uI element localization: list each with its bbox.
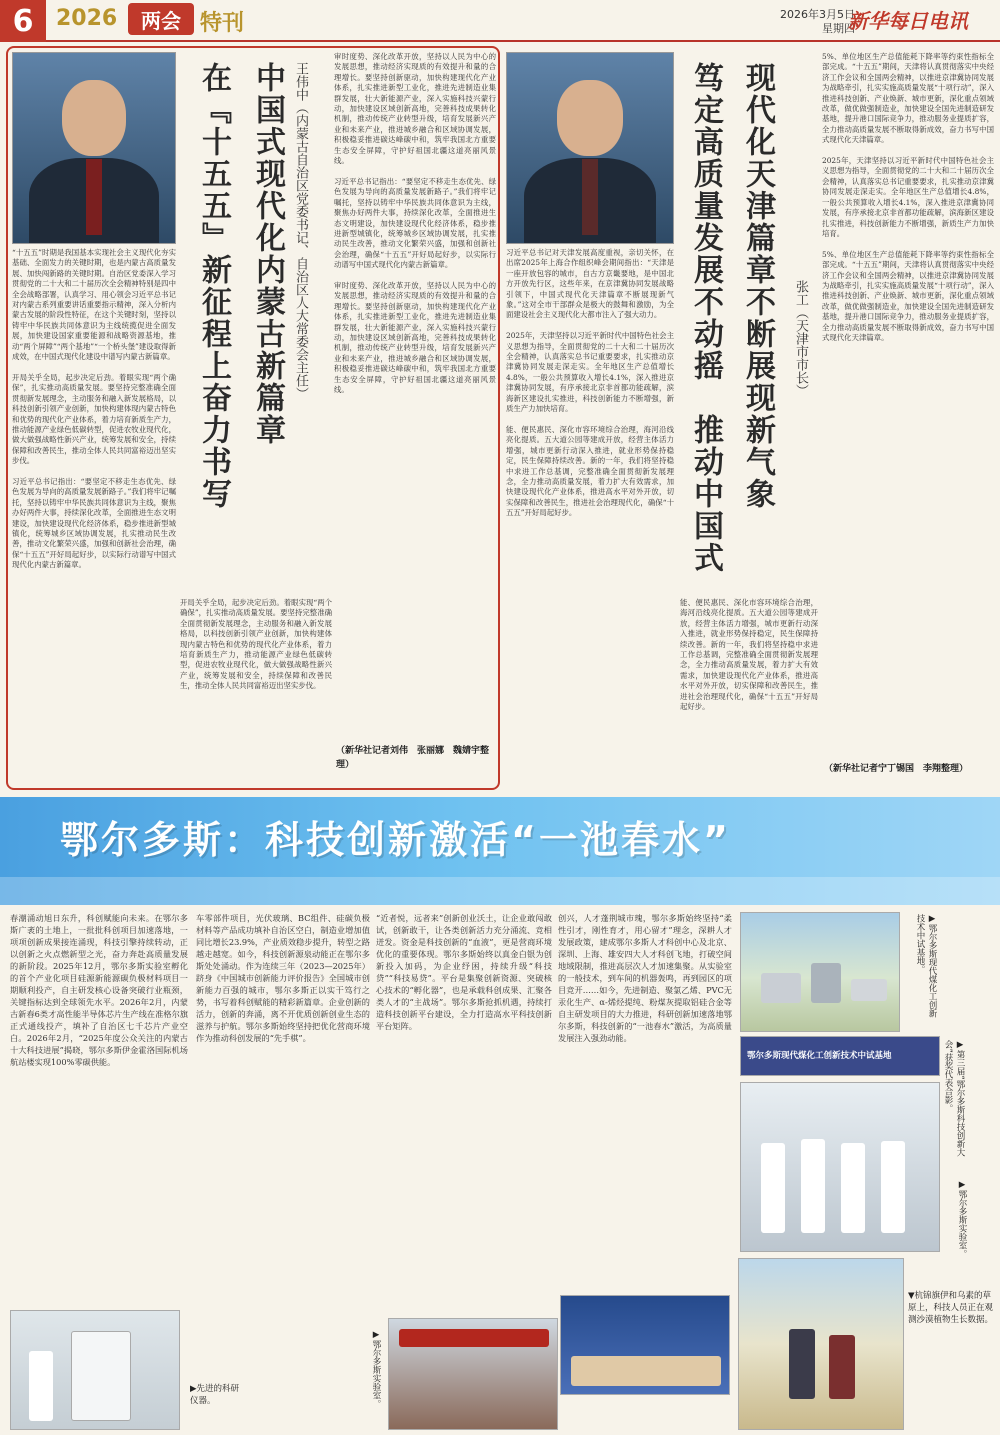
photo-lab-building	[388, 1318, 558, 1430]
ordos-col-4: 创兴，人才蓬荆城市瑰，鄂尔多斯始终坚持“柔性引才，刚性育才，用心留才”理念，深耕人才发展政策，建成鄂尔多斯人才科创中心及北京、深圳、上海、雄安四大人才科创飞地，打破空间地域限制，推进高层次人才加速集聚。从实验室的一般技术，到车间的机器轰鸣，再到园区的项目竞开……如今，先进制造、聚氯乙烯、PVC无汞化生产、α-烯烃提纯、粉煤灰提取铝硅合金等自主研发项目的大力推进，科研创新加速落地鄂尔多斯，科技创新的“一池春水”激活，为高质量发展注入强劲动能。	[558, 913, 732, 1043]
portrait-photo-left	[12, 52, 176, 244]
right-col-1: 习近平总书记对天津发展高度重视，亲切关怀，在出席2025年上海合作组织峰会期间指出：“天津是一座开放包容的城市，自古方京畿要地，是中国北方开放先行区，这些年来，在京津冀协同发展战略引领下，中国式现代化天津篇章不断展现新气象。”这对全市干部群众是极大的鼓舞和激励，为全面建设社会主义现代化大都市注入了强大动力。 2025年，天津坚持以习近平新时代中国特色社会主义思想为指导，全面贯彻党的二十大和二十届历次全会精神，认真落实总书记重要要求，扎实推动京津冀协同发展走深走实。全年地区生产总值增长4.8%，一般公共预算收入增长4.1%，深入推进京津冀协同发展，有序承接北京非首都功能疏解，滨海新区建设扎实推进，科技创新能力不断增强，新质生产力加快培育。 能、便民惠民、深化市容环境综合治理，海河沿线亮化提质。五大道公园等建成开放，经营主体活力增强，城市更新行动深入推进，就业形势保持稳定，民生保障持续改善。新的一年，我们将坚持稳中求进工作总基调，完整准确全面贯彻新发展理念，全力推动高质量发展，着力扩大有效需求，加快建设现代化产业体系，推进高水平对外开放，切实保障和改善民生，推进社会治理现代化，确保“十五五”开好局起好步。	[506, 248, 674, 518]
caption-instrument: ▶先进的科研仪器。	[190, 1384, 240, 1406]
lianghui-logo: 两会	[128, 3, 194, 35]
caption-desert: ▼杭锦旗伊和乌素的草原上，科技人员正在观测沙漠植物生长数据。	[908, 1291, 994, 1325]
brand-logo: 新华每日电讯	[848, 9, 968, 33]
left-col-3: 审时度势、深化改革开放，坚持以人民为中心的发展思想，推动经济实现质的有效提升和量的合理增长。要坚持创新驱动，加快构建现代化产业体系，扎实推进新型工业化，推进先进制造业集群发展，壮大新能源产业，深入实施科技兴蒙行动，加快建设区域创新高地，完善科技成果转化机制，推动传统产业转型升级，培育发展新兴产业和未来产业，推进城乡融合和区域协调发展，积极稳妥推进碳达峰碳中和，筑牢我国北方重要生态安全屏障，守护好祖国北疆这道亮丽风景线。 习近平总书记指出：“要坚定不移走生态优先、绿色发展为导向的高质量发展新路子。”我们将牢记嘱托，坚持以铸牢中华民族共同体意识为主线，聚焦办好两件大事，持续深化改革，全面推进生态文明建设，加快建设现代化经济体系，稳步推进新型城镇化，统筹城乡区域协调发展，扎实推动民生改善，推动文化繁荣兴盛，加强和创新社会治理，确保“十五五”开好局起好步，以实际行动谱写中国式现代化内蒙古新篇章。 审时度势、深化改革开放，坚持以人民为中心的发展思想，推动经济实现质的有效提升和量的合理增长。要坚持创新驱动，加快构建现代化产业体系，扎实推进新型工业化，推进先进制造业集群发展，壮大新能源产业，深入实施科技兴蒙行动，加快建设区域创新高地，完善科技成果转化机制，推动传统产业转型升级，培育发展新兴产业和未来产业，推进城乡融合和区域协调发展，积极稳妥推进碳达峰碳中和，筑牢我国北方重要生态安全屏障，守护好祖国北疆这道亮丽风景线。	[334, 52, 496, 394]
author-right: 张工（天津市市长）	[793, 280, 808, 397]
headline-left-2: 在『十五五』新征程上奋力书写	[196, 62, 231, 510]
page-number: 6	[0, 0, 46, 42]
author-left: 王伟中（内蒙古自治区党委书记、自治区人大常委会主任）	[293, 62, 308, 400]
caption-lab: ▶鄂尔多斯实验室。	[957, 1180, 967, 1258]
right-col-2: 能、便民惠民、深化市容环境综合治理，海河沿线亮化提质。五大道公园等建成开放，经营主体活力增强，城市更新行动深入推进，就业形势保持稳定，民生保障持续改善。新的一年，我们将坚持稳中求进工作总基调，完整准确全面贯彻新发展理念，全力推动高质量发展，着力扩大有效需求，加快建设现代化产业体系，推进高水平对外开放，切实保障和改善民生，推进社会治理现代化，确保“十五五”开好局起好步。	[680, 598, 818, 712]
ordos-col-3: “近者悦，远者来”创新创业沃土，让企业敢闯敢试，创新敢干，让各类创新活力充分涌流、竞相迸发。资金是科技创新的“血液”，更是营商环境优化的重要体现。鄂尔多斯始终以真金白银为创新投入加码，为企业纾困，持续升级“科技贷”“科技易贷”。平台是集聚创新资源、突破核心技术的“孵化器”，也是承载科创成果、汇聚各类人才的“主战场”。鄂尔多斯抢抓机遇，持续打造科技创新平台建设，全力打造高水平科技创新平台矩阵。	[376, 913, 552, 1031]
left-col-2: 开局关乎全局，起步决定后劲。着眼实现“两个确保”，扎实推动高质量发展。要坚持完整准确全面贯彻新发展理念，主动服务和融入新发展格局，以科技创新引领产业创新，加快构建体现内蒙古特色和优势的现代化产业体系，着力培育新质生产力，推动能源产业绿色低碳转型，促进农牧业现代化，做大做强战略性新兴产业，统筹发展和安全，持续保障和改善民生，推动全体人民共同富裕迈出坚实步伐。	[180, 598, 332, 691]
banner-title: 鄂尔多斯：科技创新激活“一池春水”	[60, 818, 731, 862]
caption-base: ▶鄂尔多斯现代煤化工创新技术中试基地。	[915, 914, 937, 1018]
portrait-photo-right	[506, 52, 674, 244]
ordos-col-1: 春潮涌动旭日东升，科创赋能向未来。在鄂尔多斯广袤的土地上，一批批科创项目加速落地，一项项创新成果接连涌现，科技引擎持续转动，正以创新之火点燃新型之光，奋力奔赴高质量发展的新阶段。2025年12月，鄂尔多斯实验室孵化的首个产业化项目硅源新能源碳负极材料项目一期顺利投产，自主研发核心设备突破行业瓶颈，关键指标达到全球领先水平。2026年2月，内蒙古新春6类才高性能半导体芯片生产线在准格尔旗正式通线投产，填补了自治区七千芯片产业空白。2026年2月，“2025年度公众关注的内蒙古十大科技进展”揭晓，鄂尔多斯伊金霍洛国际机场航站楼实现100%零碳供能。	[10, 913, 188, 1067]
ordos-banner	[0, 797, 1000, 905]
photo-desert-research	[738, 1258, 904, 1430]
headline-right-2: 笃定高质量发展不动摇 推动中国式	[688, 62, 723, 574]
left-col-1: “十五五”时期是我国基本实现社会主义现代化夯实基础、全面发力的关键时期，也是内蒙古高质量发展、加快闯新路的关键时期。自治区党委深入学习贯彻党的二十大和二十届历次全会精神特别是四中全会战略部署，认真学习、用心领会习近平总书记对内蒙古系列重要讲话重要指示精神，深入分析内蒙古发展的阶段性特征，在这个关键时刻，坚持以铸牢中华民族共同体意识为主线统揽促进全面发展，加快建设国家重要能源和战略资源基地，推动“两个屏障”“两个基地”“一个桥头堡”建设取得新成效，在中国式现代化建设中谱写内蒙古新篇章。 开局关乎全局，起步决定后劲。着眼实现“两个确保”，扎实推动高质量发展。要坚持完整准确全面贯彻新发展理念，主动服务和融入新发展格局，以科技创新引领产业创新，加快构建体现内蒙古特色和优势的现代化产业体系，着力培育新质生产力，推动能源产业绿色低碳转型，促进农牧业现代化，做大做强战略性新兴产业，统筹发展和安全，持续保障和改善民生，推动全体人民共同富裕迈出坚实步伐。 习近平总书记指出：“要坚定不移走生态优先、绿色发展为导向的高质量发展新路子。”我们将牢记嘱托，坚持以铸牢中华民族共同体意识为主线，聚焦办好两件大事，持续深化改革，全面推进生态文明建设，加快建设现代化经济体系，稳步推进新型城镇化，统筹城乡区域协调发展，扎实推动民生改善，推动文化繁荣兴盛，加强和创新社会治理，确保“十五五”开好局起好步，以实际行动谱写中国式现代化内蒙古新篇章。	[12, 248, 176, 570]
weekday: 星期四	[822, 22, 855, 35]
date: 2026年3月5日	[780, 8, 855, 21]
sign-text: 鄂尔多斯现代煤化工创新技术中试基地	[747, 1051, 892, 1061]
photo-industrial-base	[740, 912, 900, 1032]
photo-sign	[740, 1036, 940, 1076]
photo-lab-workers	[740, 1082, 940, 1252]
right-col-3: 5%、单位地区生产总值能耗下降率等约束性指标全部完成。“十五五”期间，天津将认真贯彻落实中央经济工作会议和全国两会精神，以推进京津冀协同发展为战略牵引，扎实实施高质量发展“十项行动”，深入推进科技创新、产业焕新、城市更新，深化重点领域改革，做优做强制造业，加快建设全国先进制造研发基地，提升港口国际竞争力，推动服务业提质扩容，全力推动高质量发展不断取得新成效，奋力书写中国式现代化天津篇章。 2025年，天津坚持以习近平新时代中国特色社会主义思想为指导，全面贯彻党的二十大和二十届历次全会精神，认真落实总书记重要要求，扎实推动京津冀协同发展走深走实。全年地区生产总值增长4.8%，一般公共预算收入增长4.1%，深入推进京津冀协同发展，有序承接北京非首都功能疏解，滨海新区建设扎实推进，科技创新能力不断增强，新质生产力加快培育。 5%、单位地区生产总值能耗下降率等约束性指标全部完成。“十五五”期间，天津将认真贯彻落实中央经济工作会议和全国两会精神，以推进京津冀协同发展为战略牵引，扎实实施高质量发展“十项行动”，深入推进科技创新、产业焕新、城市更新，深化重点领域改革，做优做强制造业，加快建设全国先进制造研发基地，提升港口国际竞争力，推动服务业提质扩容，全力推动高质量发展不断取得新成效，奋力书写中国式现代化天津篇章。	[822, 52, 994, 342]
special-edition: 特刊	[200, 11, 245, 36]
caption-award: ▶第三届“鄂尔多斯科技创新大会”获奖代表合影。	[943, 1040, 965, 1157]
photo-award-ceremony	[560, 1295, 730, 1395]
date-block	[780, 8, 855, 36]
headline-right-1: 现代化天津篇章不断展现新气象	[740, 62, 775, 510]
page-header	[0, 0, 1000, 42]
credit-left: （新华社记者刘伟 张丽娜 魏婧宇整理）	[336, 746, 490, 770]
year: 2026	[56, 6, 118, 31]
ordos-col-2: 车零部件项目，光伏玻璃、BC组件、硅碳负极材料等产品成功填补自治区空白，制造业增加值同比增长23.9%，产业质效稳步提升，转型之路越走越宽。如今，科技创新源泉动能正在鄂尔多斯处处涌动。作为连续三年（2023—2025年）跻身《中国城市创新能力评价报告》全国城市创新能力百强的城市，鄂尔多斯正以实干笃行之势，书写着科创赋能的精彩新篇章。企业创新的活力，创新的奔涌，离不开优质创新创业生态的滋养与护航。鄂尔多斯始终坚持把优化营商环境作为推动科创发展的“先手棋”。	[196, 913, 370, 1043]
headline-left-1: 中国式现代化内蒙古新篇章	[250, 62, 285, 446]
photo-instrument	[10, 1310, 180, 1430]
credit-right: （新华社记者宁丁锡国 李翔整理）	[824, 764, 969, 774]
caption-building: ▶鄂尔多斯实验室。	[371, 1330, 381, 1408]
